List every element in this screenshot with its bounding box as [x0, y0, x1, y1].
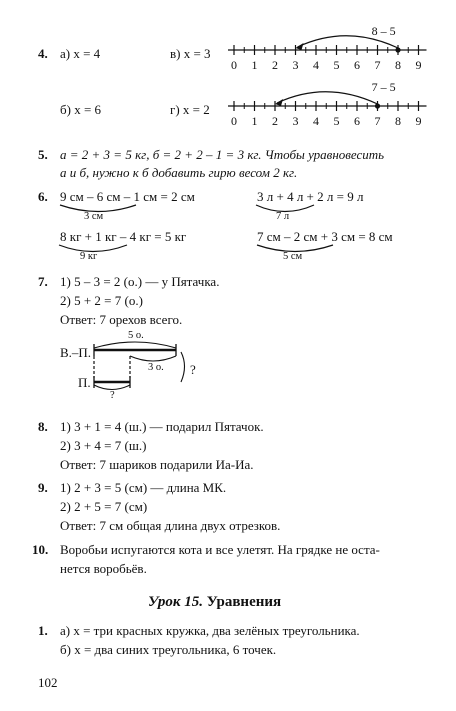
tick-label: 6 [354, 58, 360, 72]
problem-5-line-1: a = 2 + 3 = 5 кг, б = 2 + 2 – 1 = 3 кг. Чтобы уравновесить [60, 147, 385, 162]
problem-6-number: 6. [38, 189, 48, 204]
problem-9-line-2: 2) 2 + 5 = 7 (см) [60, 499, 148, 514]
problem-6-sub-1: 3 см [84, 211, 104, 222]
problem-6-expr-4: 7 см – 2 см + 3 см = 8 см [257, 229, 393, 244]
lesson-title: Уравнения [206, 594, 282, 610]
diagram-top-label: 5 о. [128, 330, 144, 341]
problem-7-number: 7. [38, 274, 48, 289]
diagram-question-bottom: ? [110, 390, 115, 401]
problem-4b: б) x = 6 [60, 102, 102, 117]
problem-7-answer: Ответ: 7 орехов всего. [60, 312, 183, 327]
jump-label: 7 – 5 [371, 80, 396, 94]
diagram-label-vp: В.–П. [60, 345, 92, 360]
problem-8-number: 8. [38, 419, 48, 434]
arrow-head [275, 99, 283, 106]
lesson-heading [148, 595, 281, 610]
tick-label: 0 [231, 58, 237, 72]
tick-label: 7 [374, 58, 381, 72]
lesson-problem-1a: а) x = три красных кружка, два зелёных треугольника. [60, 623, 360, 638]
problem-4g: г) x = 2 [170, 102, 210, 117]
problem-7-line-1: 1) 5 – 3 = 2 (о.) — у Пятачка. [60, 274, 220, 289]
diagram-label-p: П. [78, 375, 91, 390]
tick-label: 4 [313, 58, 319, 72]
tick-label: 2 [272, 58, 278, 72]
problem-6-sub-2: 7 л [276, 211, 290, 222]
jump-arc [277, 92, 378, 104]
tick-label: 9 [415, 58, 422, 72]
problem-10-line-1: Воробьи испугаются кота и все улетят. На грядке не оста- [60, 542, 380, 557]
problem-4-number: 4. [38, 46, 48, 61]
start-point [375, 103, 380, 108]
problem-8-answer: Ответ: 7 шариков подарили Иа-Иа. [60, 457, 254, 472]
problem-9-line-1: 1) 2 + 3 = 5 (см) — длина МК. [60, 480, 227, 495]
tick-label: 6 [354, 114, 360, 128]
tick-label: 3 [292, 114, 299, 128]
problem-6-expr-3: 8 кг + 1 кг – 4 кг = 5 кг [60, 229, 187, 244]
problem-9-number: 9. [38, 480, 48, 495]
problem-5-number: 5. [38, 147, 48, 162]
segment-diagram [88, 330, 208, 400]
diagram-question-right: ? [190, 362, 196, 377]
tick-label: 8 [395, 58, 401, 72]
number-line-1 [228, 24, 428, 78]
problem-10-line-2: нется воробьёв. [60, 561, 147, 576]
tick-label: 8 [395, 114, 401, 128]
tick-label: 3 [292, 58, 299, 72]
start-point [395, 47, 400, 52]
lesson-prefix: Урок 15. [148, 594, 203, 610]
tick-label: 1 [251, 114, 258, 128]
jump-label: 8 – 5 [371, 24, 396, 38]
problem-8-line-1: 1) 3 + 1 = 4 (ш.) — подарил Пятачок. [60, 419, 264, 434]
problem-6-sub-3: 9 кг [80, 251, 98, 262]
page-number: 102 [38, 675, 58, 690]
tick-label: 1 [251, 58, 258, 72]
problem-10-number: 10. [32, 542, 49, 557]
tick-label: 5 [333, 58, 340, 72]
problem-9-answer: Ответ: 7 см общая длина двух отрезков. [60, 518, 281, 533]
problem-4a: а) x = 4 [60, 46, 101, 61]
arrow-head [296, 43, 304, 50]
lesson-problem-1-number: 1. [38, 623, 48, 638]
diagram-mid-label: 3 о. [148, 362, 164, 373]
tick-label: 4 [313, 114, 319, 128]
problem-8-line-2: 2) 3 + 4 = 7 (ш.) [60, 438, 147, 453]
tick-label: 0 [231, 114, 237, 128]
problem-6-sub-4: 5 см [283, 251, 303, 262]
problem-7-line-2: 2) 5 + 2 = 7 (о.) [60, 293, 143, 308]
problem-4v: в) x = 3 [170, 46, 211, 61]
tick-label: 9 [415, 114, 422, 128]
lesson-problem-1b: б) x = два синих треугольника, 6 точек. [60, 642, 277, 657]
tick-label: 7 [374, 114, 381, 128]
tick-label: 5 [333, 114, 340, 128]
problem-6-expr-1: 9 см – 6 см – 1 см = 2 см [60, 189, 195, 204]
problem-6-expr-2: 3 л + 4 л + 2 л = 9 л [257, 189, 364, 204]
number-line-2 [228, 80, 428, 134]
tick-label: 2 [272, 114, 278, 128]
problem-5-line-2: a и б, нужно к б добавить гирю весом 2 кг. [60, 165, 298, 180]
